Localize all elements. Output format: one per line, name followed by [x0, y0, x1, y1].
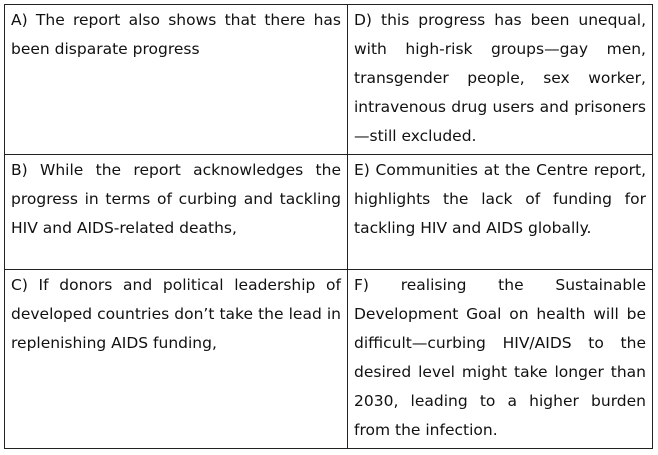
matching-table — [4, 4, 653, 449]
cell-option-b: B) While the report acknowledges the progress in terms of curbing and tackling HIV and AIDS-related deaths, — [5, 155, 348, 270]
cell-option-f: F) realising the Sustainable Development Goal on health will be difficult—curbing HIV/AIDS to the desired level might take longer than 2030, leading to a higher burden from the infection. — [348, 270, 653, 449]
table-row — [5, 5, 653, 155]
cell-option-e: E) Communities at the Centre report, highlights the lack of funding for tackling HIV and AIDS globally. — [348, 155, 653, 270]
table-row — [5, 155, 653, 270]
cell-option-a: A) The report also shows that there has been disparate progress — [5, 5, 348, 155]
cell-option-d: D) this progress has been unequal, with high-risk groups—gay men, transgender people, sex worker, intravenous drug users and prisoners—still excluded. — [348, 5, 653, 155]
table-row — [5, 270, 653, 449]
cell-option-c: C) If donors and political leadership of developed countries don’t take the lead in replenishing AIDS funding, — [5, 270, 348, 449]
